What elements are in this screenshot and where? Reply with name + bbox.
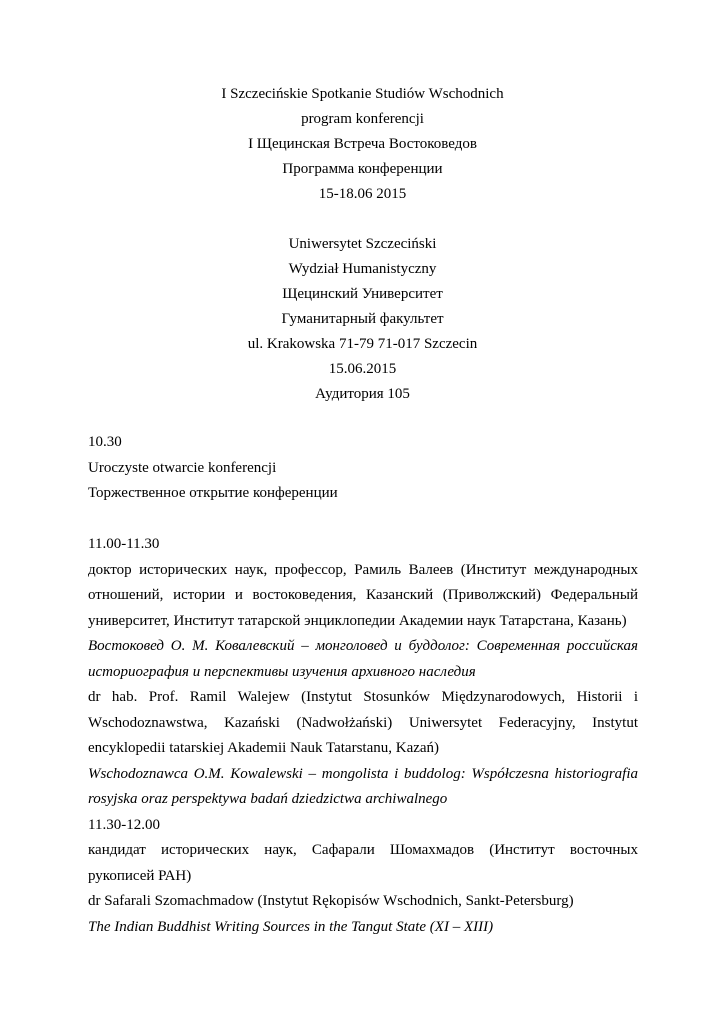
talk-title-en: The Indian Buddhist Writing Sources in the Tangut State (XI – XIII) <box>88 918 494 935</box>
session-title-ru: Торжественное открытие конференции <box>88 485 338 501</box>
venue-address: ul. Krakowska 71-79 71-017 Szczecin <box>247 336 478 352</box>
faculty-name-pl: Wydział Humanistyczny <box>288 261 437 277</box>
day-date: 15.06.2015 <box>328 361 397 377</box>
session-time: 10.30 <box>88 434 122 450</box>
talk-title-ru: Востоковед О. М. Ковалевский – монголовед и буддолог: Современная российская историография и перспективы изучения архивного наследия <box>88 638 638 680</box>
speaker-affiliation-pl: dr Safarali Szomachmadow (Instytut Rękopisów Wschodnich, Sankt-Petersburg) <box>88 893 574 909</box>
spacer <box>88 507 638 533</box>
speaker-affiliation-pl: dr hab. Prof. Ramil Walejew (Instytut Stosunków Międzynarodowych, Historii i Wschodoznawstwa, Kazański (Nadwołżański) Uniwersytet Federacyjny, Instytut encyklopedii tatarskiej Akademii Nauk Tatarstanu, Kazań) <box>88 689 638 756</box>
conference-subtitle-pl: program konferencji <box>301 111 424 127</box>
program-body <box>88 430 638 940</box>
conference-subtitle-ru: Программа конференции <box>282 161 443 177</box>
session-title-pl: Uroczyste otwarcie konferencji <box>88 459 277 476</box>
conference-dates: 15-18.06 2015 <box>318 186 407 202</box>
session-time: 11.00-11.30 <box>88 536 160 552</box>
conference-title-ru: I Щецинская Встреча Востоковедов <box>248 136 477 152</box>
talk-title-pl: Wschodoznawca O.M. Kowalewski – mongolista i buddolog: Współczesna historiografia rosyjska oraz perspektywa badań dziedzictwa archiwalnego <box>88 765 638 807</box>
room-label: Аудитория 105 <box>315 386 410 402</box>
university-name-ru: Щецинский Университет <box>282 286 443 302</box>
faculty-name-ru: Гуманитарный факультет <box>281 311 444 327</box>
session-time: 11.30-12.00 <box>88 816 160 833</box>
conference-title-pl: I Szczecińskie Spotkanie Studiów Wschodnich <box>221 86 504 102</box>
university-name-pl: Uniwersytet Szczeciński <box>288 236 437 252</box>
speaker-affiliation-ru: доктор исторических наук, профессор, Рамиль Валеев (Институт международных отношений, истории и востоковедения, Казанский (Приволжский) Федеральный университет, Институт татарской энциклопедии Академии наук Татарстана, Казань) <box>88 561 638 629</box>
speaker-affiliation-ru: кандидат исторических наук, Сафарали Шомахмадов (Институт восточных рукописей РАН) <box>88 842 638 884</box>
